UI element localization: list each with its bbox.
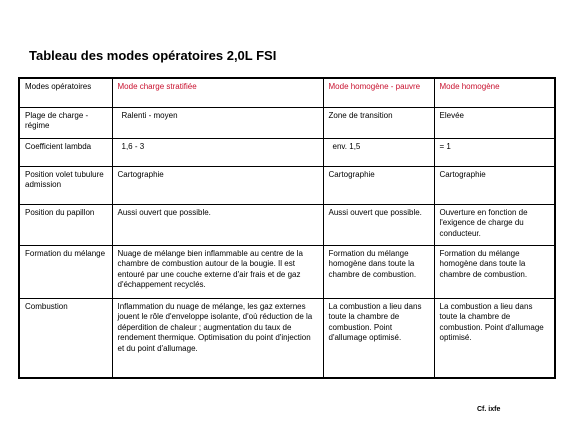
table-cell: Elevée [434,107,555,138]
row-label: Formation du mélange [19,245,112,298]
row-label: Position volet tubulure admission [19,166,112,204]
table-row [19,166,555,204]
table-cell: Nuage de mélange bien inflammable au centre de la chambre de combustion autour de la bougie. Il est entouré par une couche externe d'air frais et de gaz d'échappement recyclés. [112,245,323,298]
page-title: Tableau des modes opératoires 2,0L FSI [29,48,277,63]
header-cell-homogeneous: Mode homogène [434,78,555,107]
row-label: Combustion [19,298,112,378]
table-cell: Cartographie [112,166,323,204]
table-cell: = 1 [434,138,555,166]
table-cell: Aussi ouvert que possible. [112,204,323,245]
table-cell: Cartographie [323,166,434,204]
table-cell: La combustion a lieu dans toute la chambre de combustion. Point d'allumage optimisé. [434,298,555,378]
table-cell: Ralenti - moyen [112,107,323,138]
footer-reference: Cf. ixfe [477,406,501,413]
table-cell: La combustion a lieu dans toute la chambre de combustion. Point d'allumage optimisé. [323,298,434,378]
header-cell-stratified: Mode charge stratifiée [112,78,323,107]
row-label: Plage de charge - régime [19,107,112,138]
row-label: Position du papillon [19,204,112,245]
table-cell: Ouverture en fonction de l'exigence de charge du conducteur. [434,204,555,245]
table-row [19,107,555,138]
table-cell: Formation du mélange homogène dans toute la chambre de combustion. [323,245,434,298]
operating-modes-table [18,77,556,379]
table-header-row [19,78,555,107]
table-cell: Cartographie [434,166,555,204]
header-cell-modes: Modes opératoires [19,78,112,107]
table-cell: 1,6 - 3 [112,138,323,166]
table-row [19,138,555,166]
table-row [19,245,555,298]
row-label: Coefficient lambda [19,138,112,166]
table-cell: Zone de transition [323,107,434,138]
table-cell: env. 1,5 [323,138,434,166]
table-row [19,298,555,378]
header-cell-homogeneous-lean: Mode homogène - pauvre [323,78,434,107]
table-cell: Formation du mélange homogène dans toute la chambre de combustion. [434,245,555,298]
table-row [19,204,555,245]
table-cell: Aussi ouvert que possible. [323,204,434,245]
table-cell: Inflammation du nuage de mélange, les gaz externes jouent le rôle d'enveloppe isolante, d'où réduction de la déperdition de chaleur ; augmentation du taux de rendement thermique. Optimisation du point d'injection et du point d'allumage. [112,298,323,378]
